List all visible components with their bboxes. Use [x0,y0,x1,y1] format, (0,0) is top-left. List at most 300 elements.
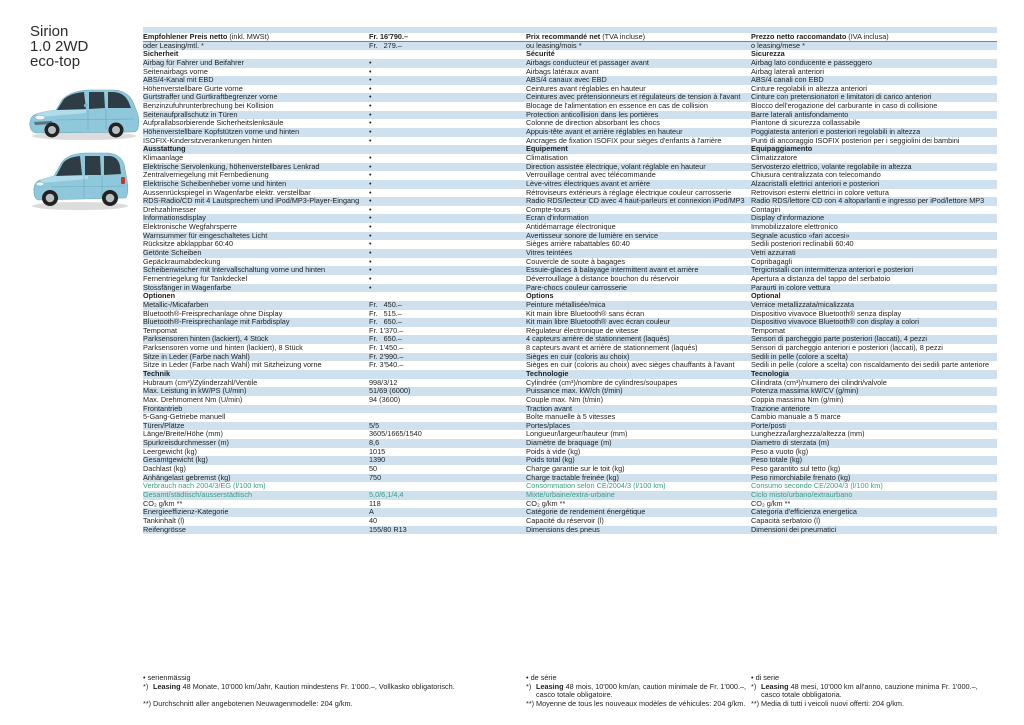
footnote-standard: • di serie [751,673,780,682]
footnote-leasing-text-2: casco totale obbligatoria. [761,690,842,699]
cell-label-fr-text: Boîte manuelle à 5 vitesses [526,413,616,422]
cell-value-text: 750 [369,473,382,482]
cell-label-de-text: Anhängelast gebremst (kg) [143,473,231,482]
cell-label-de-text: RDS-Radio/CD mit 4 Lautsprechern und iPod/MP3-Player-Eingang [143,197,360,206]
cell-label-fr [526,214,751,223]
cell-value-text: 1390 [369,456,386,465]
cell-label-fr-text: Vitres teintées [526,249,573,258]
cell-value-text: 3605/1665/1540 [369,430,422,439]
cell-label-fr-text: Appuis-tête avant et arrière réglables en hauteur [526,128,683,137]
cell-label-de [143,59,369,68]
cell-label-it [751,327,997,336]
cell-label-it [751,430,997,439]
footnote-leasing-bold: Leasing [536,681,564,691]
cell-value-text: Fr. 450.– [369,300,402,309]
footnote-co2-text: Moyenne de tous les nouveaux modèles de véhicules: 204 g/km. [536,698,746,708]
footnote-leasing [143,683,455,692]
cell-value [369,387,526,396]
cell-label-it-text: Optional [751,292,781,301]
cell-label-fr [526,482,751,491]
cell-label-it-text: Airbag lato conducente e passeggero [751,58,872,67]
cell-value-text: • [369,231,372,240]
cell-label-de [143,491,369,500]
cell-value-text: 94 (3600) [369,395,401,404]
cell-label-fr [526,76,751,85]
cell-label-de [143,318,369,327]
cell-value [369,491,526,500]
spec-row [143,379,997,388]
footnote-leasing-text: 48 Monate, 10'000 km/Jahr, Kaution mindestens Fr. 1'000.–, Vollkasko obligatorisch. [182,681,455,691]
cell-label-it [751,517,997,526]
spec-table [143,33,997,534]
cell-value-text: • [369,274,372,283]
cell-label-fr-text: Blocage de l'alimentation en essence en cas de collision [526,102,708,111]
cell-label-it-text: Tempomat [751,326,786,335]
cell-label-it-text: Retrovisori esterni elettrici in colore vettura [751,188,889,197]
spec-row [143,249,997,258]
cell-label-de-text: Getönte Scheiben [143,249,202,258]
cell-label-de [143,387,369,396]
footnote-co2-text: Durchschnitt aller angebotenen Neuwagenmodelle: 204 g/km. [153,698,353,708]
spec-row [143,163,997,172]
cell-label-fr [526,474,751,483]
cell-label-de-text: Tempomat [143,326,178,335]
cell-value [369,301,526,310]
spec-row [143,137,997,146]
cell-label-de-text: Gesamt/städtisch/ausserstädtisch [143,490,253,499]
cell-label-de [143,180,369,189]
cell-value [369,266,526,275]
cell-label-de [143,482,369,491]
cell-label-fr [526,353,751,362]
cell-label-fr [526,327,751,336]
section-header-row [143,370,997,379]
cell-label-fr-text: Airbags conducteur et passager avant [526,58,649,67]
cell-label-de-text: Empfohlener Preis netto [143,33,228,41]
cell-label-fr [526,223,751,232]
cell-value-text: Fr. 1'450.– [369,344,404,353]
cell-value-text: • [369,84,372,93]
cell-label-de [143,456,369,465]
cell-label-fr [526,128,751,137]
cell-value [369,396,526,405]
spec-row [143,526,997,535]
cell-label-it [751,456,997,465]
cell-label-fr [526,413,751,422]
cell-value-text: • [369,110,372,119]
spec-row [143,465,997,474]
cell-label-fr [526,180,751,189]
cell-label-de-text: Sitze in Leder (Farbe nach Wahl) mit Sitzheizung vorne [143,361,322,370]
spec-row [143,344,997,353]
cell-label-de [143,422,369,431]
cell-label-de [143,223,369,232]
cell-label-de [143,93,369,102]
cell-label-fr [526,119,751,128]
cell-label-it-text: Capacità serbatoio (l) [751,516,821,525]
cell-label-fr-text: Diamètre de braquage (m) [526,439,612,448]
cell-value-text: • [369,188,372,197]
cell-label-fr-text: ou leasing/mois * [526,41,582,50]
cell-label-it-text: Lunghezza/larghezza/altezza (mm) [751,430,865,439]
cell-label-fr [526,491,751,500]
model-engine: 1.0 2WD [30,38,89,55]
cell-label-fr-text: Equipement [526,145,568,154]
cell-label-fr-text: Puissance max. kW/ch (t/min) [526,387,623,396]
cell-label-fr [526,171,751,180]
cell-label-de [143,335,369,344]
cell-label-it-text: Tecnologia [751,369,789,378]
cell-label-fr-text: Poids à vide (kg) [526,447,581,456]
cell-value [369,154,526,163]
cell-value [369,361,526,370]
cell-label-fr-text: Charge garantie sur le toit (kg) [526,465,625,474]
cell-label-it-text: Immobilizzatore elettronico [751,223,838,232]
footnote-co2 [526,700,746,709]
cell-label-it [751,68,997,77]
cell-label-it [751,318,997,327]
cell-label-it-text: Poggiatesta anteriori e posteriori regolabili in altezza [751,128,921,137]
cell-label-de [143,111,369,120]
cell-value-text: 40 [369,516,378,525]
cell-label-de [143,310,369,319]
cell-value [369,465,526,474]
cell-label-de-text: Leergewicht (kg) [143,447,197,456]
cell-label-it [751,240,997,249]
cell-value-text: 51/69 (6000) [369,387,411,396]
cell-label-it-text: Peso rimorchiabile frenato (kg) [751,473,851,482]
cell-label-fr-text: Couple max. Nm (t/min) [526,395,604,404]
footnote-mark: *) [526,681,532,691]
cell-label-it-text: Potenza massima kW/CV (g/min) [751,387,859,396]
cell-label-fr [526,292,751,301]
cell-label-de [143,42,369,51]
cell-label-it [751,301,997,310]
car-image-front-view [26,86,142,142]
cell-label-fr-text: Kit main libre Bluetooth® avec écran couleur [526,318,671,327]
cell-label-fr-text: Sièges en cuir (coloris au choix) avec sièges chauffants à l'avant [526,361,735,370]
spec-row [143,491,997,500]
cell-label-fr [526,197,751,206]
cell-label-it-text: Vernice metallizzata/micalizzata [751,300,855,309]
cell-label-it-text: Cinture regolabili in altezza anteriori [751,84,867,93]
cell-value [369,292,526,301]
cell-label-fr-text: CO₂ g/km ** [526,499,566,508]
cell-value [369,448,526,457]
cell-label-it [751,76,997,85]
cell-label-it-text: Sedili in pelle (colore a scelta) con riscaldamento dei sedili parte anteriore [751,361,990,370]
cell-label-de [143,361,369,370]
cell-value [369,249,526,258]
cell-label-it-text: Dispositivo vivavoce Bluetooth® senza display [751,309,902,318]
cell-label-de-text: Benzinzufuhrunterbrechung bei Kollision [143,102,274,111]
cell-label-it [751,344,997,353]
cell-label-it-text: Prezzo netto raccomandato [751,33,847,41]
cell-label-it-text: ABS/4 canali con EBD [751,76,824,85]
cell-label-fr-text: Direction assistée électrique, volant réglable en hauteur [526,162,706,171]
spec-row [143,318,997,327]
cell-value [369,68,526,77]
cell-label-fr [526,163,751,172]
cell-value [369,137,526,146]
cell-label-fr [526,500,751,509]
cell-label-de-text: Fernentriegelung für Tankdeckel [143,274,248,283]
spec-row [143,258,997,267]
cell-label-de-text: Aufprallabsorbierende Sicherheitslenksäule [143,119,284,128]
cell-label-fr [526,361,751,370]
footnote-standard: • serienmässig [143,673,191,682]
cell-label-it [751,526,997,535]
cell-label-it [751,59,997,68]
cell-label-it [751,223,997,232]
cell-label-de-text: Warnsummer für eingeschaltetes Licht [143,231,268,240]
cell-label-fr [526,232,751,241]
cell-value [369,119,526,128]
cell-label-de [143,33,369,42]
cell-label-fr [526,145,751,154]
cell-label-de [143,465,369,474]
cell-label-fr [526,430,751,439]
spec-row [143,59,997,68]
cell-label-it [751,171,997,180]
cell-value [369,474,526,483]
spec-row [143,327,997,336]
cell-label-fr-text: Dimensions des pneus [526,525,600,534]
cell-label-it [751,128,997,137]
cell-value-text: Fr. 515.– [369,309,402,318]
spec-row [143,154,997,163]
cell-value-text: • [369,257,372,266]
cell-label-it-text: Sensori di parcheggio anteriori e posteriori (laccati), 8 pezzi [751,344,943,353]
cell-label-fr-text: Protection anticollision dans les portières [526,110,659,119]
cell-value [369,379,526,388]
cell-label-it-text: Categoria d'efficienza energetica [751,508,857,517]
cell-label-de [143,154,369,163]
cell-label-it-text: Servosterzo elettrico, volante regolabile in altezza [751,162,912,171]
cell-value-text: • [369,162,372,171]
car-image-rear-view [28,146,132,212]
cell-label-it [751,180,997,189]
cell-label-it [751,275,997,284]
cell-label-it-text: Radio RDS/lettore CD con 4 altoparlanti e ingresso per iPod/lettore MP3 [751,197,985,206]
cell-value [369,59,526,68]
cell-label-it [751,258,997,267]
cell-value [369,413,526,422]
spec-row [143,482,997,491]
cell-value-text: • [369,197,372,206]
cell-label-fr-text: Avertisseur sonore de lumière en service [526,231,659,240]
cell-label-de-text: Gurtstraffer und Gurtkraftbegrenzer vorne [143,93,278,102]
cell-value-text: Fr. 16'790.– [369,33,409,41]
cell-value-text: • [369,67,372,76]
cell-label-de [143,275,369,284]
cell-label-it-text: Consumo secondo CE/2004/3 (l/100 km) [751,482,883,491]
section-header-row [143,292,997,301]
cell-label-fr [526,422,751,431]
cell-value-text: • [369,153,372,162]
cell-label-de-text: Elektrische Servolenkung, höhenverstellbares Lenkrad [143,162,320,171]
cell-label-fr [526,68,751,77]
cell-label-fr-text: Airbags latéraux avant [526,67,599,76]
cell-label-it-text: CO₂ g/km ** [751,499,791,508]
cell-label-de-text: Rücksitze abklappbar 60:40 [143,240,234,249]
cell-label-de [143,344,369,353]
footnote-mark: **) [751,698,760,708]
cell-label-it-text: Porte/posti [751,421,786,430]
cell-value-text: • [369,240,372,249]
cell-value [369,206,526,215]
cell-value [369,232,526,241]
cell-label-it [751,163,997,172]
cell-value [369,310,526,319]
cell-label-fr [526,396,751,405]
cell-label-it-text: Climatizzatore [751,153,798,162]
cell-label-fr-text: Colonne de direction absorbant les chocs [526,119,660,128]
cell-value [369,275,526,284]
cell-label-fr [526,206,751,215]
cell-value [369,33,526,42]
cell-label-it [751,42,997,51]
spec-row [143,396,997,405]
spec-row [143,68,997,77]
spec-row [143,301,997,310]
spec-row [143,85,997,94]
cell-label-de-text: Parksensoren hinten (lackiert), 4 Stück [143,335,269,344]
cell-label-it-text: Tergicristalli con intermittenza anteriori e posteriori [751,266,914,275]
cell-label-de [143,526,369,535]
cell-label-de-text: ISOFIX-Kindersitzverankerungen hinten [143,136,272,145]
spec-row [143,197,997,206]
cell-label-de-text: Türen/Plätze [143,421,185,430]
cell-label-de [143,102,369,111]
cell-label-fr [526,379,751,388]
cell-label-it [751,474,997,483]
spec-row [143,171,997,180]
cell-label-it-text: Display d'informazione [751,214,825,223]
cell-label-fr-text: Charge tractable freinée (kg) [526,473,619,482]
cell-label-it [751,137,997,146]
cell-label-fr-text: Options [526,292,554,301]
cell-label-de [143,448,369,457]
cell-label-de [143,292,369,301]
cell-value [369,50,526,59]
cell-label-it [751,508,997,517]
cell-label-de-text: Bluetooth®-Freisprechanlage mit Farbdisplay [143,318,290,327]
cell-label-de-text: Spurkreisdurchmesser (m) [143,439,229,448]
cell-value [369,344,526,353]
cell-label-it [751,292,997,301]
cell-label-it-text: Vetri azzurrati [751,249,796,258]
cell-label-de-text: Dachlast (kg) [143,465,186,474]
cell-value [369,180,526,189]
cell-value [369,335,526,344]
cell-label-fr [526,526,751,535]
cell-label-de [143,353,369,362]
cell-label-it [751,500,997,509]
cell-label-de-text: Zentralverriegelung mit Fernbedienung [143,171,269,180]
cell-value [369,111,526,120]
cell-label-de [143,396,369,405]
cell-label-de [143,214,369,223]
cell-label-it-text: Piantone di sicurezza collassabile [751,119,861,128]
cell-label-fr-text: Sièges en cuir (coloris au choix) [526,352,630,361]
cell-label-fr-text: Lève-vitres électriques avant et arrière [526,179,651,188]
footnote-mark: **) [526,698,535,708]
cell-label-fr-text: Ceintures avant réglables en hauteur [526,84,646,93]
cell-label-fr-text: Peinture métallisée/mica [526,300,606,309]
cell-label-it-text: Barre laterali antisfondamento [751,110,849,119]
cell-label-de-text: Gesamtgewicht (kg) [143,456,208,465]
cell-label-de-text: Elektronische Wegfahrsperre [143,223,237,232]
cell-value [369,93,526,102]
spec-row [143,413,997,422]
spec-row [143,456,997,465]
cell-value-text: 5,0/6,1/4,4 [369,490,404,499]
cell-value [369,353,526,362]
cell-label-de [143,266,369,275]
cell-label-de [143,284,369,293]
cell-label-fr-text: Essuie-glaces à balayage intermittent avant et arrière [526,266,699,275]
cell-value [369,456,526,465]
cell-label-fr-text: Catégorie de rendement énergétique [526,508,646,517]
cell-label-fr-text: Technologie [526,369,569,378]
footnote-leasing-text: 48 mois, 10'000 km/an, caution minimale de Fr. 1'000.–, [565,681,747,691]
cell-label-fr [526,405,751,414]
cell-label-fr-text: Régulateur électronique de vitesse [526,326,639,335]
cell-label-it [751,119,997,128]
cell-label-it [751,387,997,396]
cell-label-fr-text: Capacité du réservoir (l) [526,516,604,525]
cell-label-fr [526,284,751,293]
cell-label-fr-text: Rétroviseurs extérieurs à réglage électrique couleur carrosserie [526,188,732,197]
cell-label-it [751,370,997,379]
cell-label-it-text: Ciclo misto/urbano/extraurbano [751,490,853,499]
spec-row [143,240,997,249]
cell-label-de-text: Aussenrückspiegel in Wagenfarbe elektr. verstellbar [143,188,311,197]
spec-row [143,361,997,370]
cell-value [369,517,526,526]
cell-label-fr-text: Consommation selon CE/2004/3 (l/100 km) [526,482,666,491]
cell-label-fr-text: Déverrouillage à distance bouchon du réservoir [526,274,679,283]
cell-value [369,482,526,491]
spec-row [143,180,997,189]
cell-label-fr [526,508,751,517]
cell-label-it-text: Peso totale (kg) [751,456,803,465]
cell-label-fr-text: Ceintures avec prétensionneurs et régulateurs de tension à l'avant [526,93,741,102]
cell-label-fr-text: ABS/4 canaux avec EBD [526,76,607,85]
cell-label-it-text: Diametro di sterzata (m) [751,439,830,448]
cell-value [369,145,526,154]
cell-label-de [143,508,369,517]
cell-label-fr-text: Traction avant [526,404,572,413]
cell-value [369,284,526,293]
spec-row [143,405,997,414]
cell-label-fr-text: Cylindrée (cm³)/nombre de cylindres/soupapes [526,378,678,387]
cell-label-de [143,439,369,448]
cell-label-de-text: Scheibenwischer mit Intervallschaltung vorne und hinten [143,266,326,275]
cell-label-de-text: Verbrauch nach 2004/3/EG (l/100 km) [143,482,266,491]
cell-label-it [751,145,997,154]
spec-row [143,76,997,85]
cell-label-fr [526,93,751,102]
cell-label-it [751,249,997,258]
cell-label-de [143,119,369,128]
cell-label-it-text: Dispositivo vivavoce Bluetooth® con display a colori [751,318,920,327]
cell-label-it-text: Dimensioni dei pneumatici [751,525,837,534]
spec-row [143,335,997,344]
spec-row [143,275,997,284]
cell-label-de-text: Sitze in Leder (Farbe nach Wahl) [143,352,250,361]
